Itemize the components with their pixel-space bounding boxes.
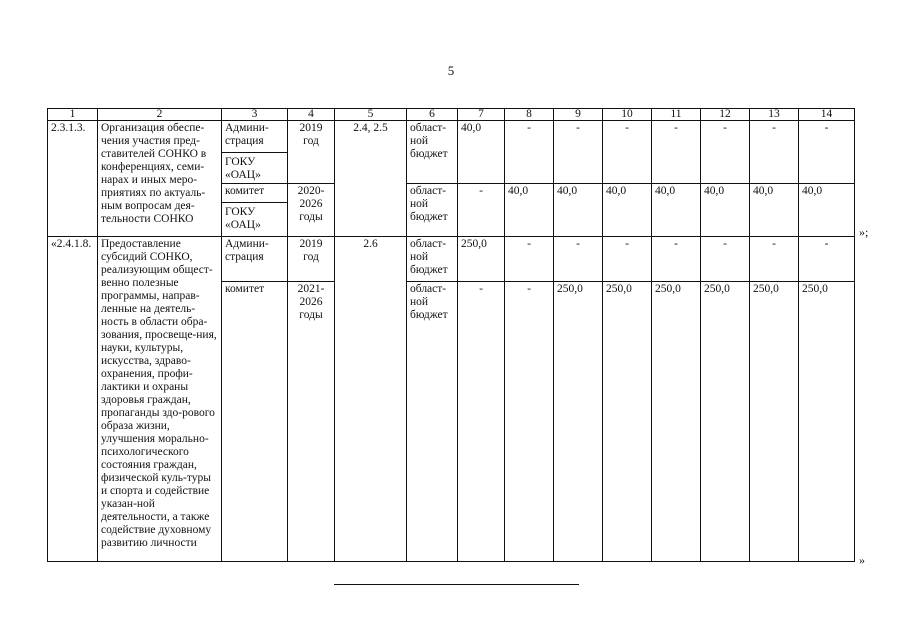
row-name: Организация обеспе-чения участия пред-ставителей СОНКО в конференциях, семи-нарах и иных меро-приятиях по актуаль-ным вопросам дея-тельности СОНКО	[98, 121, 222, 237]
period-cell: 2019 год	[288, 121, 335, 184]
executor-top: комитет	[225, 185, 265, 197]
header-cell: 8	[505, 109, 554, 121]
period-cell: 2019 год	[288, 237, 335, 282]
budget-table	[47, 108, 855, 562]
value-cell: 40,0	[799, 184, 855, 237]
executor-bottom: ГОКУ «ОАЦ»	[225, 206, 261, 231]
value-cell: 40,0	[458, 121, 505, 184]
footer-divider	[334, 584, 579, 585]
value-cell: 40,0	[554, 184, 603, 237]
executor-cell: Админи-страция	[222, 237, 288, 282]
header-cell: 9	[554, 109, 603, 121]
value-cell: 40,0	[505, 184, 554, 237]
value-cell: 250,0	[554, 282, 603, 562]
header-cell: 14	[799, 109, 855, 121]
value-cell: -	[603, 121, 652, 184]
executor-bottom: ГОКУ «ОАЦ»	[225, 156, 261, 181]
value-cell: -	[458, 184, 505, 237]
value-cell: -	[799, 121, 855, 184]
value-cell: -	[652, 121, 701, 184]
value-cell: -	[505, 121, 554, 184]
value-cell: 40,0	[603, 184, 652, 237]
value-cell: -	[701, 237, 750, 282]
value-cell: 250,0	[603, 282, 652, 562]
value-cell: -	[554, 237, 603, 282]
value-cell: 40,0	[652, 184, 701, 237]
header-cell: 12	[701, 109, 750, 121]
value-cell: -	[603, 237, 652, 282]
page-number: 5	[447, 63, 455, 78]
closing-quote: »	[859, 553, 865, 567]
header-row	[48, 109, 855, 121]
header-cell: 6	[407, 109, 458, 121]
header-cell: 10	[603, 109, 652, 121]
table-row	[48, 237, 855, 282]
value-cell: -	[458, 282, 505, 562]
value-cell: -	[554, 121, 603, 184]
value-cell: -	[505, 237, 554, 282]
value-cell: -	[799, 237, 855, 282]
value-cell: 250,0	[799, 282, 855, 562]
ref-cell: 2.6	[335, 237, 407, 562]
closing-quote: »;	[859, 225, 869, 239]
executor-cell: комитет	[222, 282, 288, 562]
source-cell: област-ной бюджет	[407, 237, 458, 282]
source-cell: област-ной бюджет	[407, 184, 458, 237]
value-cell: -	[750, 121, 799, 184]
value-cell: 250,0	[701, 282, 750, 562]
header-cell: 1	[48, 109, 98, 121]
header-cell: 4	[288, 109, 335, 121]
value-cell: -	[652, 237, 701, 282]
executor-top: Админи-страция	[225, 122, 269, 147]
value-cell: 40,0	[701, 184, 750, 237]
header-cell: 13	[750, 109, 799, 121]
period-cell: 2020-2026 годы	[288, 184, 335, 237]
header-cell: 2	[98, 109, 222, 121]
header-cell: 11	[652, 109, 701, 121]
value-cell: 250,0	[652, 282, 701, 562]
row-code: 2.3.1.3.	[48, 121, 98, 237]
header-cell: 5	[335, 109, 407, 121]
cell-divider	[222, 152, 287, 153]
cell-divider	[222, 202, 287, 203]
executor-cell	[222, 121, 288, 184]
value-cell: 250,0	[750, 282, 799, 562]
value-cell: 250,0	[458, 237, 505, 282]
value-cell: -	[701, 121, 750, 184]
header-cell: 3	[222, 109, 288, 121]
row-name: Предоставление субсидий СОНКО, реализующим общест-венно полезные программы, направ-ленные на деятель-ность в области обра-зования, просвеще-ния, науки, культуры, искусства, здраво-охранения, профи-лактики и охраны здоровья граждан, пропаганды здо-рового образа жизни, улучшения морально-психологического состояния граждан, физической куль-туры и спорта и содействие указан-ной деятельности, а также содействие духовному развитию личности	[98, 237, 222, 562]
source-cell: област-ной бюджет	[407, 121, 458, 184]
period-cell: 2021-2026 годы	[288, 282, 335, 562]
ref-cell: 2.4, 2.5	[335, 121, 407, 237]
row-code: «2.4.1.8.	[48, 237, 98, 562]
table-row	[48, 121, 855, 184]
value-cell: -	[750, 237, 799, 282]
value-cell: -	[505, 282, 554, 562]
value-cell: 40,0	[750, 184, 799, 237]
executor-cell	[222, 184, 288, 237]
source-cell: област-ной бюджет	[407, 282, 458, 562]
header-cell: 7	[458, 109, 505, 121]
